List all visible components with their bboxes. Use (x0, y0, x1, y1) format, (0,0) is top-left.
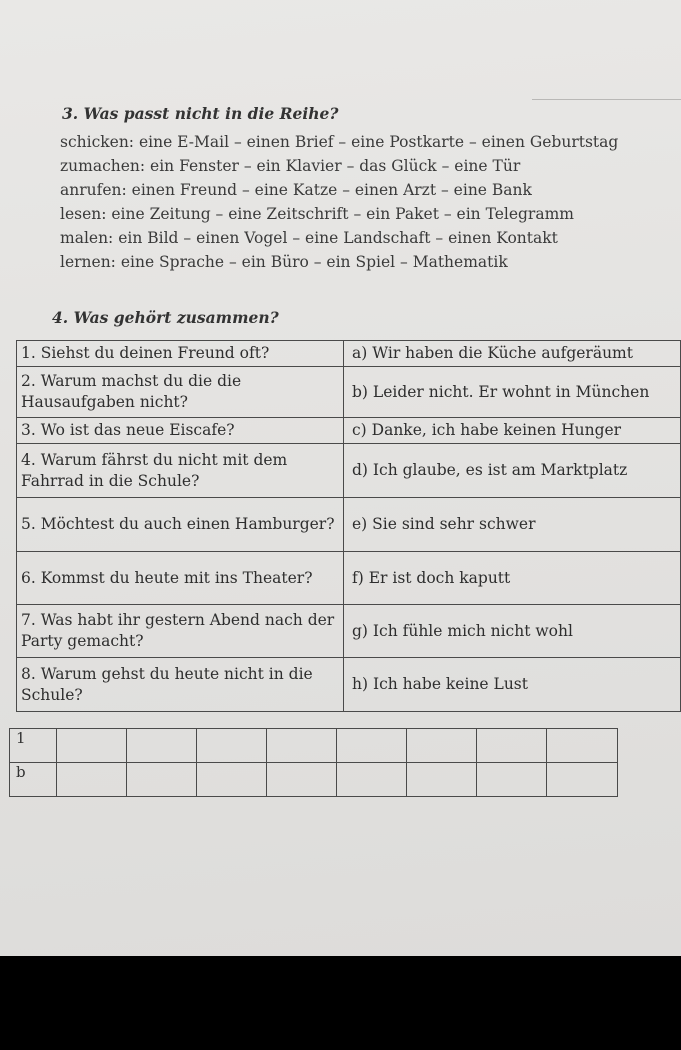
answer-cell (344, 367, 681, 418)
exercise-3-line: zumachen: ein Fenster – ein Klavier – das Glück – eine Tür (60, 157, 521, 175)
question-cell: 8. Warum gehst du heute nicht in die Schule? (17, 658, 344, 712)
answer-grid-cell[interactable] (267, 729, 337, 763)
question-cell: 5. Möchtest du auch einen Hamburger? (17, 498, 344, 552)
answer-grid-label: b (10, 763, 57, 797)
exercise-3-title: 3. Was passt nicht in die Reihe? (62, 104, 339, 123)
question-cell: 7. Was habt ihr gestern Abend nach der Party gemacht? (17, 605, 344, 658)
answer-grid-cell[interactable] (197, 729, 267, 763)
table-row (17, 341, 681, 367)
answer-cell: c) Danke, ich habe keinen Hunger (344, 418, 681, 444)
table-row (17, 367, 681, 418)
question-cell: 3. Wo ist das neue Eiscafe? (17, 418, 344, 444)
answer-cell: g) Ich fühle mich nicht wohl (344, 605, 681, 658)
answer-grid-cell[interactable] (197, 763, 267, 797)
table-row (17, 658, 681, 712)
answer-grid-cell[interactable] (407, 763, 477, 797)
question-cell: 1. Siehst du deinen Freund oft? (17, 341, 344, 367)
table-row (17, 498, 681, 552)
exercise-3-line: lernen: eine Sprache – ein Büro – ein Spiel – Mathematik (60, 253, 508, 271)
answer-cell: e) Sie sind sehr schwer (344, 498, 681, 552)
question-cell: 4. Warum fährst du nicht mit dem Fahrrad in die Schule? (17, 444, 344, 498)
table-row (17, 605, 681, 658)
matching-table (16, 340, 681, 712)
exercise-3-line: malen: ein Bild – einen Vogel – eine Landschaft – einen Kontakt (60, 229, 558, 247)
answer-grid-cell[interactable] (547, 763, 618, 797)
exercise-3-line: anrufen: einen Freund – eine Katze – einen Arzt – eine Bank (60, 181, 532, 199)
answer-grid-cell[interactable] (57, 729, 127, 763)
answer-grid-cell[interactable] (337, 729, 407, 763)
answer-grid-row (10, 763, 618, 797)
answer-cell: d) Ich glaube, es ist am Marktplatz (344, 444, 681, 498)
answer-grid-cell[interactable] (337, 763, 407, 797)
answer-grid-cell[interactable] (57, 763, 127, 797)
answer-grid (9, 728, 618, 797)
faint-rule (532, 99, 681, 100)
question-cell: 2. Warum machst du die die Hausaufgaben nicht? (17, 367, 344, 418)
answer-cell: h) Ich habe keine Lust (344, 658, 681, 712)
answer-grid-cell[interactable] (127, 763, 197, 797)
answer-grid-cell[interactable] (127, 729, 197, 763)
answer-grid-cell[interactable] (477, 729, 547, 763)
exercise-3-lines (60, 130, 681, 274)
answer-grid-cell[interactable] (477, 763, 547, 797)
answer-grid-cell[interactable] (407, 729, 477, 763)
answer-grid-row (10, 729, 618, 763)
answer-grid-cell[interactable] (267, 763, 337, 797)
question-cell: 6. Kommst du heute mit ins Theater? (17, 552, 344, 605)
answer-text: b) Leider nicht. Er wohnt in München (352, 382, 650, 401)
exercise-3-line: schicken: eine E-Mail – einen Brief – eine Postkarte – einen Geburtstag (60, 133, 619, 151)
answer-cell: a) Wir haben die Küche aufgeräumt (344, 341, 681, 367)
answer-grid-cell[interactable] (547, 729, 618, 763)
answer-cell: f) Er ist doch kaputt (344, 552, 681, 605)
table-row (17, 444, 681, 498)
table-row (17, 552, 681, 605)
table-row (17, 418, 681, 444)
exercise-3-line: lesen: eine Zeitung – eine Zeitschrift – ein Paket – ein Telegramm (60, 205, 574, 223)
exercise-4-title: 4. Was gehört zusammen? (52, 308, 279, 327)
answer-grid-label: 1 (10, 729, 57, 763)
